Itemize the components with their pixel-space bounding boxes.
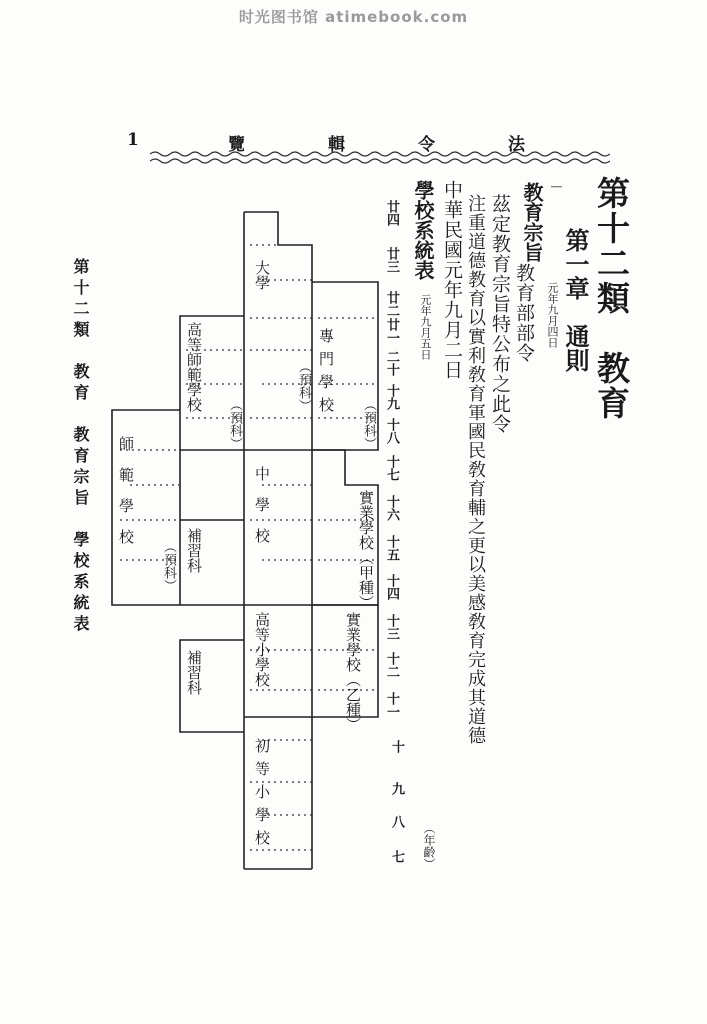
sidebar-running-header: 第十二類 教育 教育宗旨 學校系統表 <box>71 258 90 636</box>
age-tick: 十四 <box>384 574 399 600</box>
age-tick: 十九 <box>384 384 399 410</box>
chart-date: 元年九月五日 <box>419 294 432 360</box>
section-dash: ― <box>550 180 563 193</box>
date-line: 中華民國元年九月二日 <box>441 180 463 380</box>
category-title: 第十二類 教育 <box>592 176 631 421</box>
issuer: 教育部部令 <box>513 263 535 363</box>
age-tick: 廿四 <box>384 200 399 226</box>
header-char: 輯 <box>328 135 345 155</box>
age-tick: 廿一 <box>384 318 399 344</box>
age-tick: 七 <box>389 850 404 863</box>
label-specialized-school: 專門學校 <box>317 328 335 420</box>
label-university-prep: （預科） <box>296 360 311 412</box>
age-tick: 九 <box>389 782 404 795</box>
label-higher-normal: 高等師範學校 <box>185 322 203 412</box>
label-normal-school: 師範學校 <box>117 436 135 560</box>
header-char: 令 <box>418 135 435 155</box>
age-tick: 十三 <box>384 614 399 640</box>
age-tick: 十一 <box>384 692 399 718</box>
label-vocational-a: 實業學校（甲種） <box>357 490 375 610</box>
age-label: （年齡） <box>422 822 436 870</box>
label-normal-prep: （預科） <box>161 540 176 592</box>
label-higher-primary: 高等小學校 <box>253 612 271 687</box>
label-lower-primary: 初等小學校 <box>253 738 271 853</box>
section-title: 教育宗旨 <box>520 182 544 262</box>
age-tick: 廿三 <box>384 247 399 273</box>
label-supplementary: 補習科 <box>185 650 203 695</box>
age-tick: 十二 <box>384 652 399 678</box>
watermark-text: 时光图书馆 atimebook.com <box>238 8 469 26</box>
label-higher-normal-prep: （預科） <box>227 398 242 450</box>
chart-title: 學校系統表 <box>411 180 435 280</box>
age-tick: 二十 <box>384 350 399 376</box>
label-supplementary: 補習科 <box>185 528 203 573</box>
label-middle-school: 中學校 <box>253 466 271 559</box>
chapter-date: 元年九月四日 <box>546 282 559 348</box>
age-tick: 十八 <box>384 418 399 444</box>
chapter-title: 第一章 通則 <box>561 228 590 372</box>
header-char: 法 <box>508 135 525 155</box>
label-university: 大學 <box>253 260 271 290</box>
age-tick: 十六 <box>384 495 399 521</box>
label-specialized-prep: （預科） <box>361 398 376 450</box>
age-tick: 八 <box>389 815 404 828</box>
principle-line: 注重道德教育以實利敎育軍國民敎育輔之更以美感敎育完成其道德 <box>465 194 486 745</box>
decree-line: 茲定教育宗旨特公布之此令 <box>489 194 511 434</box>
age-tick: 十五 <box>384 535 399 561</box>
header-char: 覽 <box>228 135 245 155</box>
page-number: 1 <box>127 130 139 150</box>
age-tick: 十七 <box>384 455 399 481</box>
label-vocational-b: 實業學校（乙種） <box>344 612 362 732</box>
age-tick: 十 <box>389 740 404 753</box>
age-tick: 廿二 <box>384 291 399 317</box>
